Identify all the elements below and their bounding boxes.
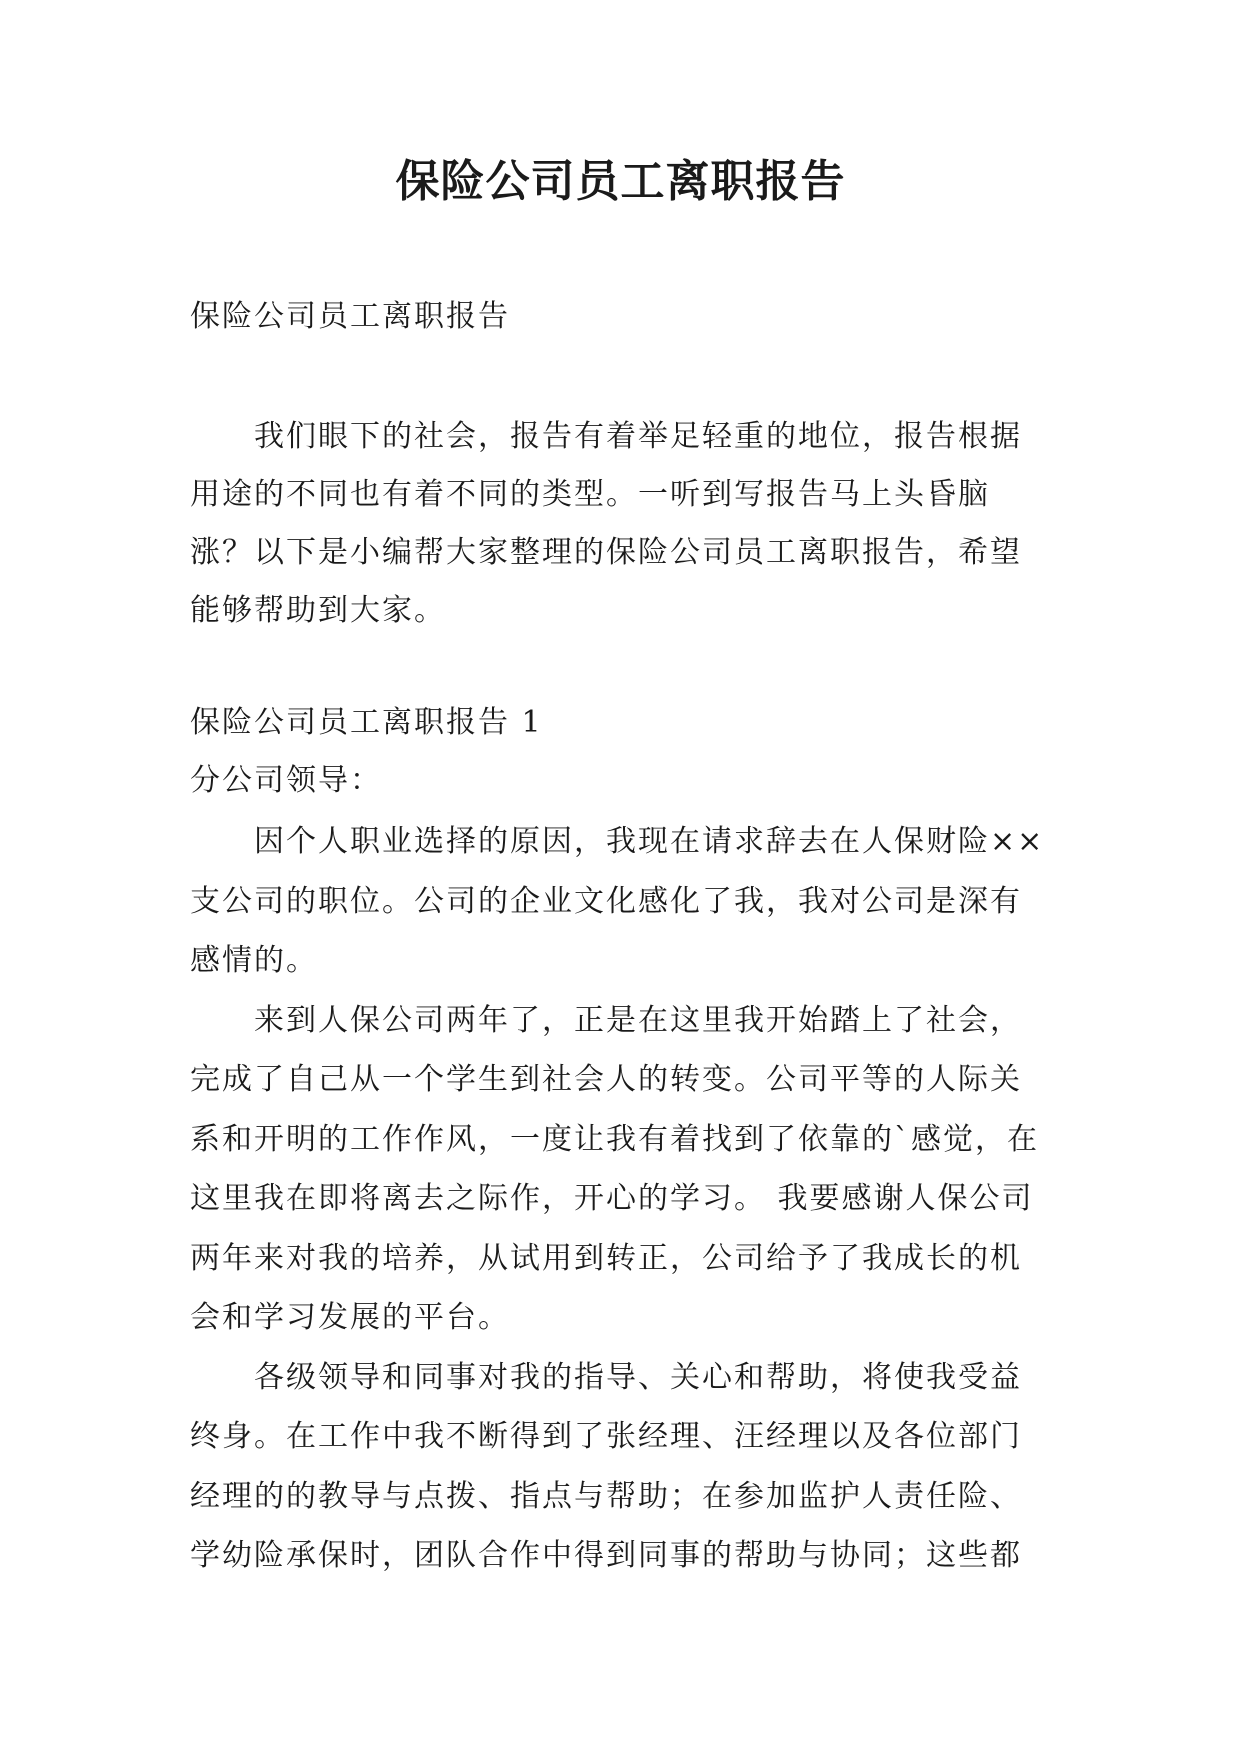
salutation: 分公司领导： — [190, 763, 382, 798]
intro-paragraph: 我们眼下的社会，报告有着举足轻重的地位，报告根据用途的不同也有着不同的类型。一听到写报告马上头昏脑涨？以下是小编帮大家整理的保险公司员工离职报告，希望能够帮助到大家。 — [190, 419, 1022, 628]
body-paragraph-1: 因个人职业选择的原因，我现在请求辞去在人保财险××支公司的职位。公司的企业文化感化了我，我对公司是深有感情的。 — [190, 824, 1045, 978]
body-paragraph-3: 各级领导和同事对我的指导、关心和帮助，将使我受益终身。在工作中我不断得到了张经理、汪经理以及各位部门经理的的教导与点拨、指点与帮助；在参加监护人责任险、学幼险承保时，团队合作中得到同事的帮助与协同；这些都 — [190, 1359, 1022, 1573]
letter-body — [190, 812, 1050, 1586]
body-paragraph-2: 来到人保公司两年了，正是在这里我开始踏上了社会，完成了自己从一个学生到社会人的转变。公司平等的人际关系和开明的工作作风，一度让我有着找到了依靠的`感觉，在这里我在即将离去之际作，开心的学习。 我要感谢人保公司两年来对我的培养，从试用到转正，公司给予了我成长的机会和学习发展的平台。 — [190, 1002, 1039, 1335]
document-subtitle: 保险公司员工离职报告 — [190, 299, 510, 334]
document-title: 保险公司员工离职报告 — [395, 156, 846, 207]
section-heading: 保险公司员工离职报告 1 — [190, 705, 543, 740]
